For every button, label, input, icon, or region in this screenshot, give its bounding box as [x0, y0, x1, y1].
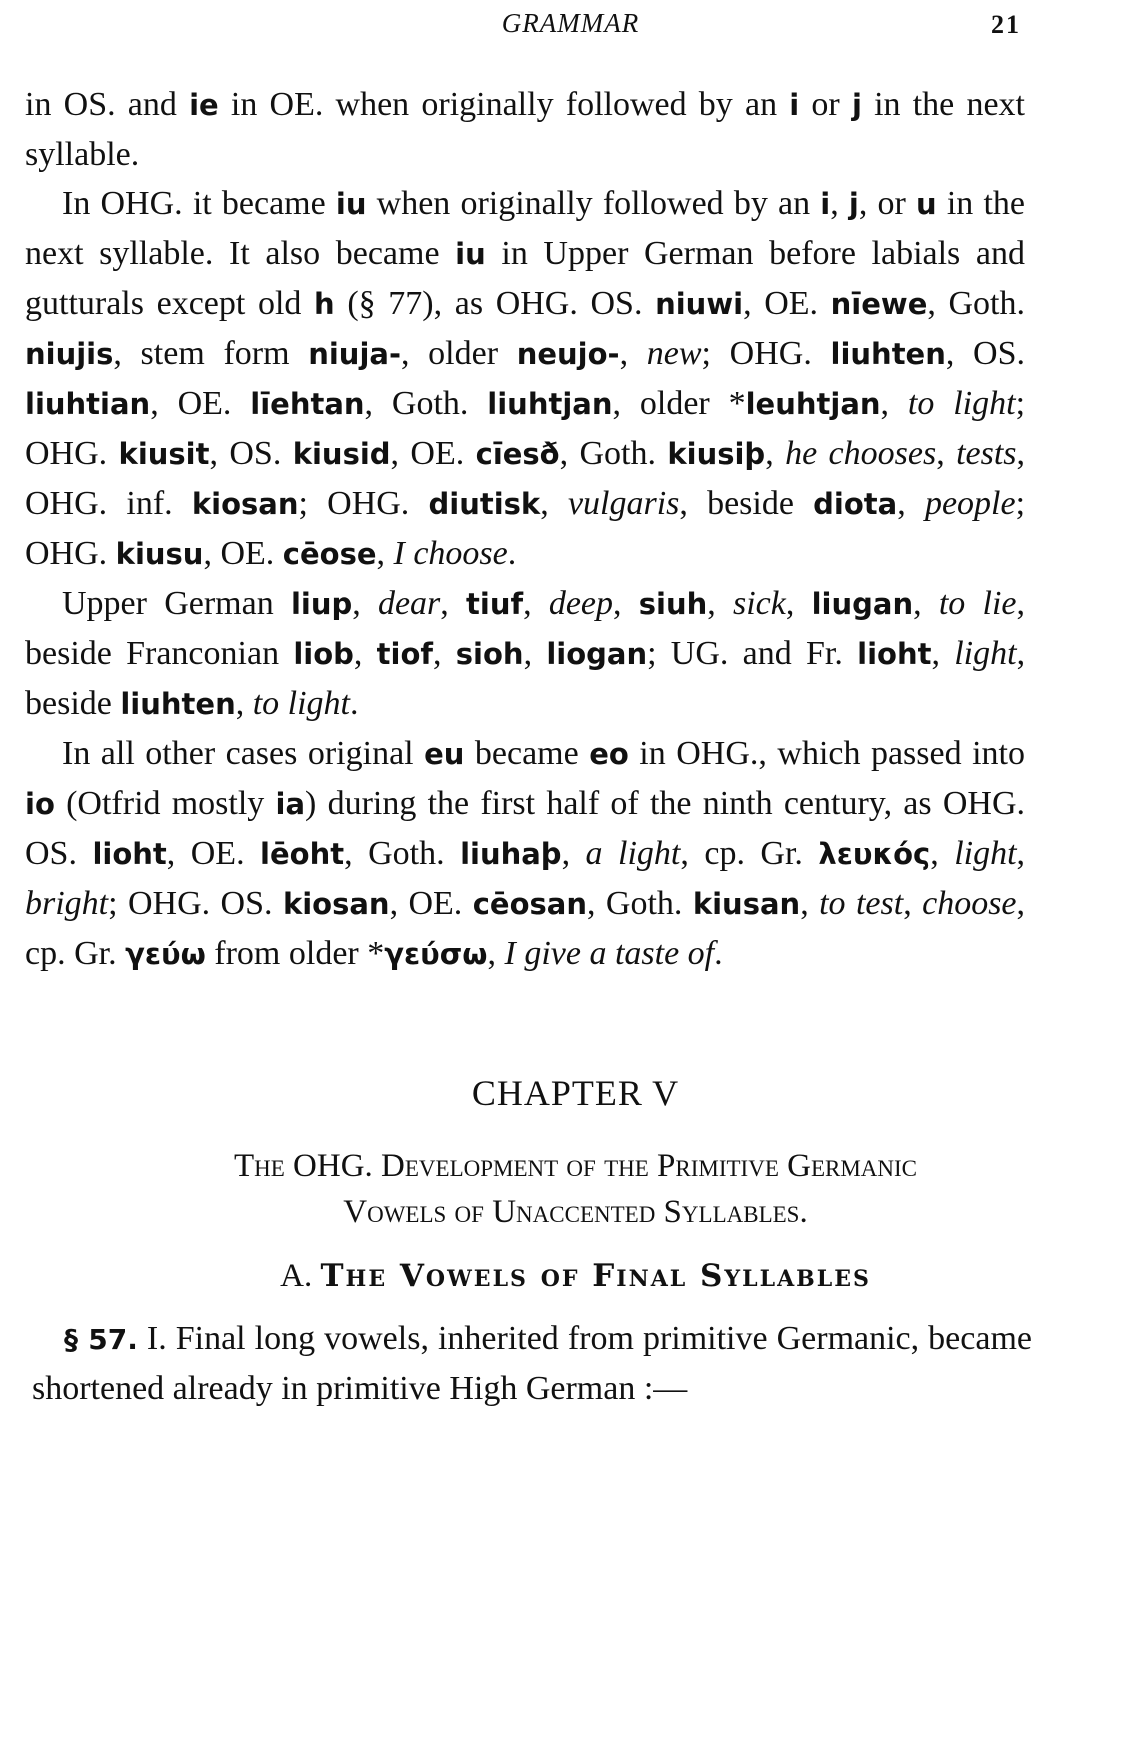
- bold-term: līehtan: [250, 387, 365, 421]
- bold-term: cēose: [282, 537, 377, 571]
- paragraph-3: Upper German liup, dear, tiuf, deep, siuh, sick, liugan, to lie, beside Franconian liob, tiof, sioh, liogan; UG. and Fr. lioht, light, beside liuhten, to light.: [25, 585, 1026, 722]
- bold-term: niuwi: [655, 287, 744, 321]
- italic-gloss: dear: [377, 585, 441, 622]
- bold-term: liuhtjan: [487, 387, 613, 421]
- italic-gloss: light: [954, 835, 1017, 872]
- bold-term: diutisk: [428, 487, 541, 521]
- paragraph-57-text: I. Final long vowels, inherited from primitive Germanic, became shortened already in primitive High German :—: [32, 1320, 1032, 1407]
- bold-term: liuhtian: [25, 387, 151, 421]
- italic-gloss: choose: [922, 885, 1017, 922]
- bold-term: γεύσω: [384, 937, 488, 971]
- bold-term: lioht: [92, 837, 167, 871]
- section-title: The Vowels of Final Syllables: [320, 1258, 871, 1294]
- chapter-subtitle-line-2: Vowels of Unaccented Syllables.: [343, 1194, 808, 1230]
- italic-gloss: new: [646, 335, 702, 372]
- italic-gloss: deep: [548, 585, 614, 622]
- page-header: [0, 8, 1121, 48]
- italic-gloss: sick: [733, 585, 786, 622]
- bold-term: kiosan: [191, 487, 299, 521]
- bold-term: kiusiþ: [667, 437, 766, 471]
- bold-term: u: [916, 187, 937, 221]
- bold-term: liogan: [546, 637, 648, 671]
- italic-gloss: a light: [585, 835, 681, 872]
- bold-term: diota: [813, 487, 898, 521]
- section-ref: § 57.: [64, 1323, 138, 1356]
- paragraph-4: In all other cases original eu became eo in OHG., which passed into io (Otfrid mostly ia) during the first half of the ninth century, as OHG. OS. lioht, OE. lēoht, Goth. liuhaþ, a light, cp. Gr. λευκός, light, bright; OHG. OS. kiosan, OE. cēosan, Goth. kiusan, to test, choose, cp. Gr. γεύω from older *γεύσω, I give a taste of.: [25, 735, 1026, 972]
- bold-term: iu: [335, 187, 367, 221]
- bold-term: leuhtjan: [745, 387, 881, 421]
- bold-term: h: [314, 287, 335, 321]
- paragraph-57: [32, 1314, 1032, 1413]
- italic-gloss: people: [924, 485, 1016, 522]
- bold-term: liob: [293, 637, 354, 671]
- bold-term: kiusid: [292, 437, 391, 471]
- bold-term: niujis: [25, 337, 114, 371]
- bold-term: ie: [189, 88, 219, 122]
- bold-term: cēosan: [472, 887, 587, 921]
- bold-term: j: [848, 187, 859, 221]
- bold-term: eu: [424, 737, 465, 771]
- bold-term: niuja-: [308, 337, 401, 371]
- italic-gloss: tests: [956, 435, 1017, 472]
- italic-gloss: vulgaris: [567, 485, 680, 522]
- section-heading: [0, 1258, 1121, 1295]
- bold-term: neujo-: [516, 337, 620, 371]
- bold-term: eo: [589, 737, 629, 771]
- bold-term: io: [25, 787, 55, 821]
- bold-term: kiusu: [115, 537, 204, 571]
- bold-term: kiusan: [692, 887, 801, 921]
- italic-gloss: to light: [907, 385, 1016, 422]
- bold-term: kiosan: [282, 887, 390, 921]
- bold-term: liugan: [811, 587, 914, 621]
- italic-gloss: I choose: [393, 535, 508, 572]
- paragraph-2: In OHG. it became iu when originally followed by an i, j, or u in the next syllable. It also became iu in Upper German before labials and gutturals except old h (§ 77), as OHG. OS. niuwi, OE. nīewe, Goth. niujis, stem form niuja-, older neujo-, new; OHG. liuhten, OS. liuhtian, OE. līehtan, Goth. liuhtjan, older *leuhtjan, to light; OHG. kiusit, OS. kiusid, OE. cīesð, Goth. kiusiþ, he chooses, tests, OHG. inf. kiosan; OHG. diutisk, vulgaris, beside diota, people; OHG. kiusu, OE. cēose, I choose.: [25, 185, 1026, 572]
- italic-gloss: to lie: [938, 585, 1017, 622]
- italic-gloss: bright: [25, 885, 109, 922]
- italic-gloss: to light: [252, 685, 351, 722]
- bold-term: i: [789, 88, 800, 122]
- bold-term: γεύω: [125, 937, 206, 971]
- bold-term: lioht: [857, 637, 932, 671]
- section-letter: A.: [280, 1258, 313, 1294]
- bold-term: tiof: [376, 637, 434, 671]
- bold-term: sioh: [455, 637, 524, 671]
- bold-term: liup: [290, 587, 353, 621]
- bold-term: siuh: [638, 587, 708, 621]
- bold-term: liuhten: [120, 687, 236, 721]
- bold-term: λευκός: [818, 837, 931, 871]
- italic-gloss: I give a taste of: [504, 935, 715, 972]
- page-number: 21: [991, 10, 1021, 39]
- bold-term: ia: [275, 787, 306, 821]
- italic-gloss: light: [954, 635, 1017, 672]
- chapter-subtitle-line-1: The OHG. Development of the Primitive Germanic: [233, 1148, 918, 1184]
- chapter-subtitle: [0, 1143, 1121, 1235]
- bold-term: cīesð: [475, 437, 560, 471]
- paragraph-1: in OS. and ie in OE. when originally followed by an i or j in the next syllable.: [25, 86, 1026, 173]
- bold-term: i: [820, 187, 831, 221]
- bold-term: j: [851, 88, 862, 122]
- italic-gloss: to test: [819, 885, 904, 922]
- body-text: [25, 80, 1025, 979]
- italic-gloss: he chooses: [785, 435, 937, 472]
- bold-term: iu: [455, 237, 486, 271]
- chapter-title: CHAPTER V: [471, 1073, 680, 1113]
- bold-term: tiuf: [466, 587, 524, 621]
- bold-term: kiusit: [118, 437, 210, 471]
- bold-term: liuhaþ: [460, 837, 562, 871]
- running-head: GRAMMAR: [501, 8, 640, 38]
- bold-term: lēoht: [260, 837, 345, 871]
- bold-term: nīewe: [830, 287, 928, 321]
- bold-term: liuhten: [830, 337, 946, 371]
